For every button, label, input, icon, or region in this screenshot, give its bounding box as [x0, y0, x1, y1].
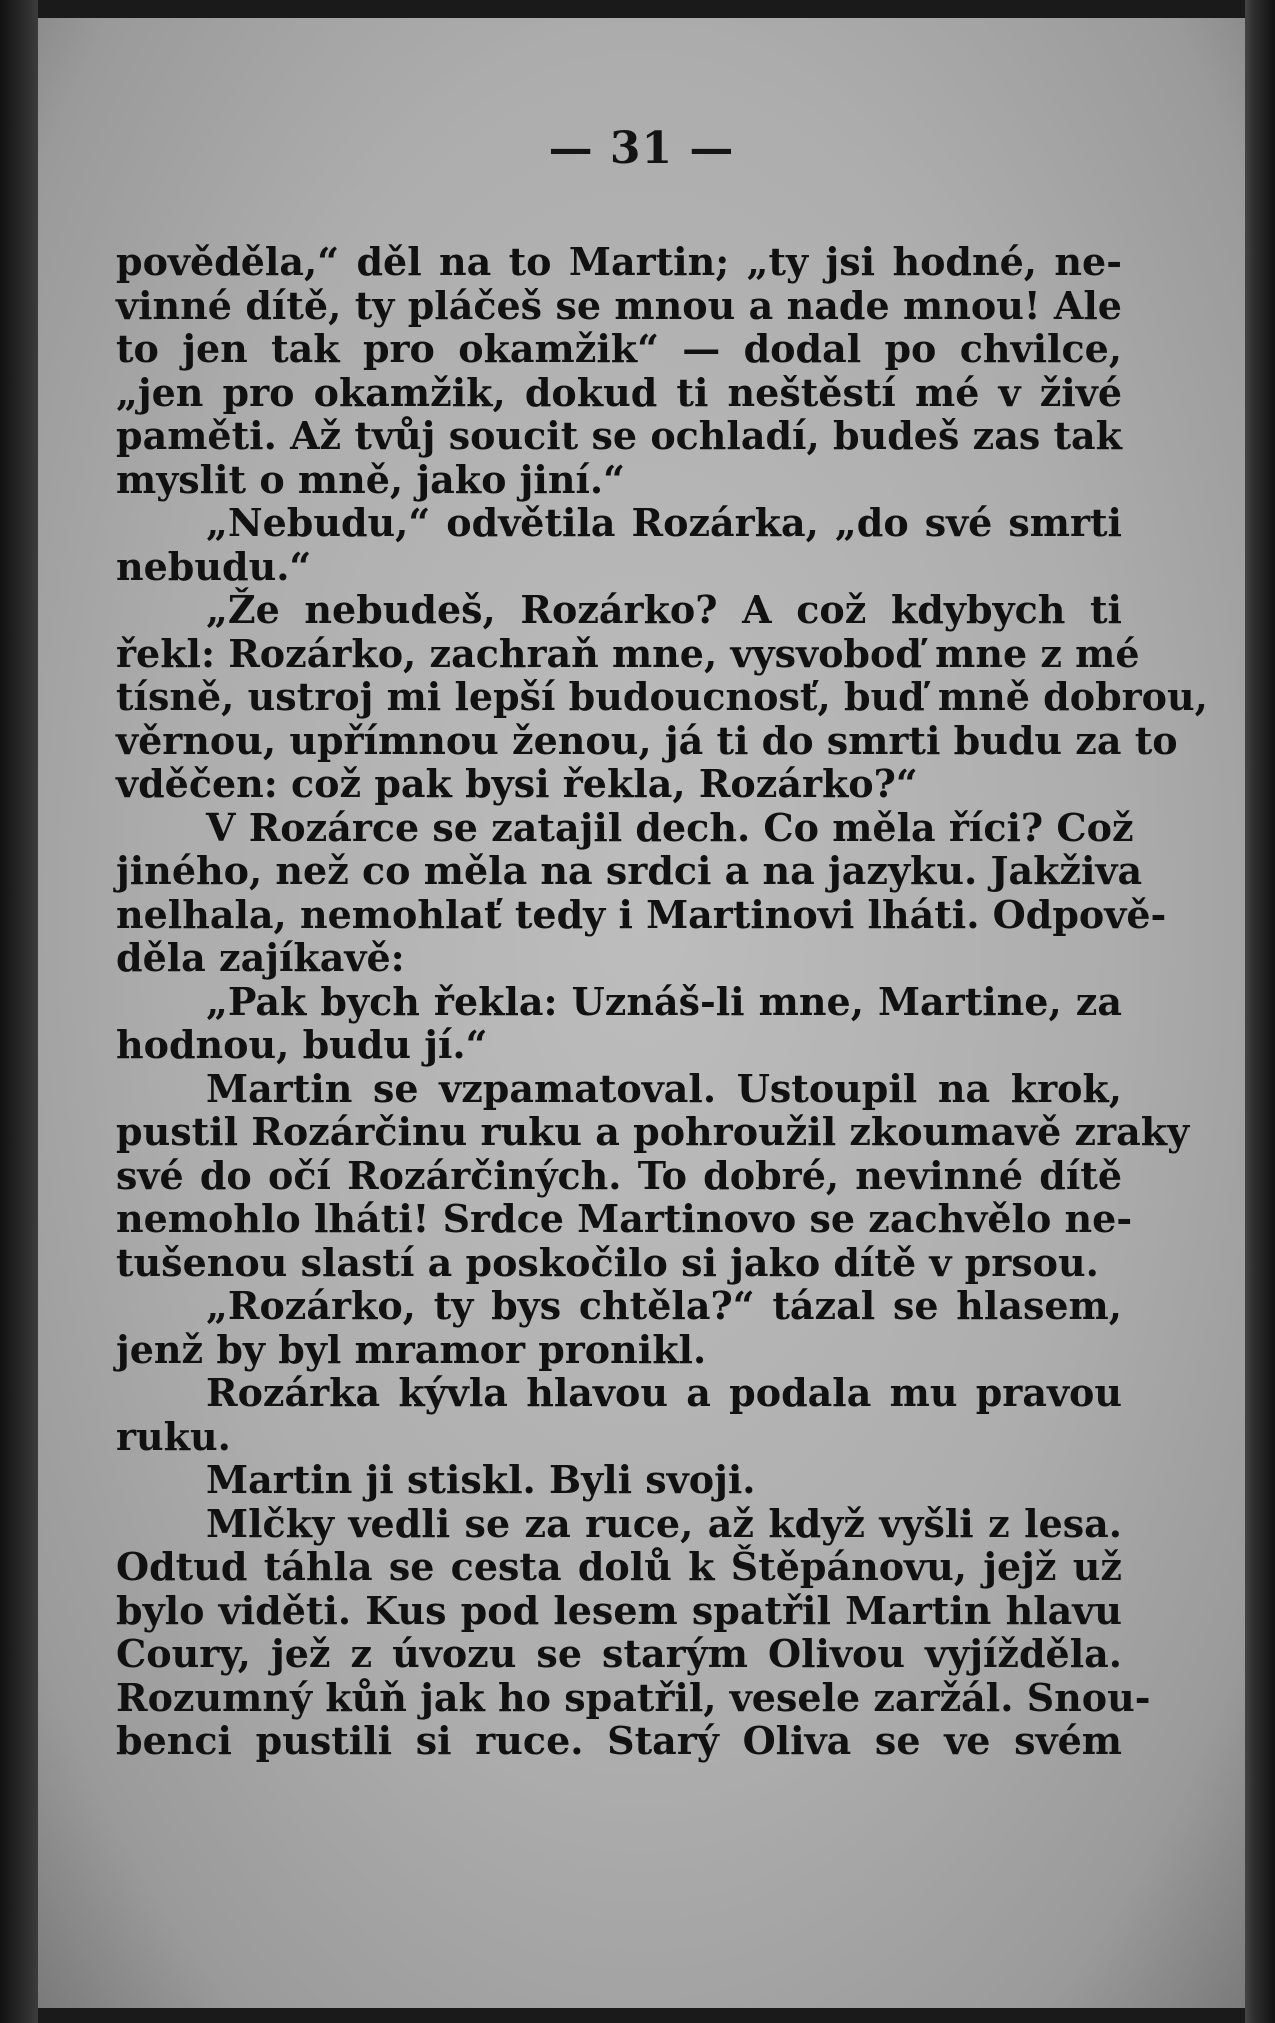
page-number: — 31 —: [548, 123, 735, 174]
text-line: věrnou, upřímnou ženou, já ti do smrti budu za to: [116, 717, 1178, 763]
text-line: vinné dítě, ty pláčeš se mnou a nade mnou! Ale: [116, 282, 1122, 328]
scan-edge-right: [1245, 0, 1275, 2023]
text-line: Rozumný kůň jak ho spatřil, vesele zaržál. Snou-: [116, 1674, 1151, 1720]
text-line: „Že nebudeš, Rozárko? A což kdybych ti: [206, 587, 1122, 632]
text-line: nebudu.“: [116, 543, 312, 589]
text-line: bylo viděti. Kus pod lesem spatřil Martin hlavu: [116, 1587, 1122, 1633]
text-line: pověděla,“ děl na to Martin; „ty jsi hodné, ne-: [116, 239, 1122, 284]
text-line: vděčen: což pak bysi řekla, Rozárko?“: [116, 761, 918, 806]
text-line: „Pak bych řekla: Uznáš-li mne, Martine, za: [206, 978, 1122, 1024]
text-line: jiného, než co měla na srdci a na jazyku. Jakživa: [116, 848, 1143, 893]
book-page: [38, 18, 1245, 2008]
text-line: tušenou slastí a poskočilo si jako dítě v prsou.: [116, 1239, 1099, 1285]
body-text: [116, 239, 1208, 1763]
text-line: Rozárka kývla hlavou a podala mu pravou: [206, 1370, 1122, 1415]
text-line: ruku.: [116, 1413, 231, 1459]
text-line: „Nebudu,“ odvětila Rozárka, „do své smrti: [206, 500, 1122, 545]
text-line: řekl: Rozárko, zachraň mne, vysvoboď mne z mé: [116, 630, 1140, 676]
text-line: hodnou, budu jí.“: [116, 1022, 488, 1067]
text-line: nemohlo lháti! Srdce Martinovo se zachvělo ne-: [116, 1196, 1133, 1241]
text-line: V Rozárce se zatajil dech. Co měla říci? Což: [206, 804, 1134, 850]
text-line: „jen pro okamžik, dokud ti neštěstí mé v živé: [116, 369, 1122, 415]
text-line: jenž by byl mramor pronikl.: [116, 1326, 707, 1372]
text-line: Coury, jež z úvozu se starým Olivou vyjížděla.: [116, 1631, 1122, 1676]
text-line: své do očí Rozárčiných. To dobré, nevinné dítě: [116, 1152, 1122, 1198]
text-line: paměti. Až tvůj soucit se ochladí, budeš zas tak: [116, 413, 1122, 458]
text-line: Martin se vzpamatoval. Ustoupil na krok,: [206, 1065, 1122, 1111]
text-line: Martin ji stiskl. Byli svoji.: [206, 1457, 756, 1502]
text-line: to jen tak pro okamžik“ — dodal po chvilce,: [116, 326, 1122, 371]
text-line: nelhala, nemohlať tedy i Martinovi lháti. Odpově-: [116, 891, 1167, 937]
scan-edge-left: [0, 0, 38, 2023]
text-line: Mlčky vedli se za ruce, až když vyšli z lesa.: [206, 1500, 1122, 1546]
text-line: Odtud táhla se cesta dolů k Štěpánovu, jejž už: [116, 1544, 1122, 1589]
text-line: pustil Rozárčinu ruku a pohroužil zkoumavě zraky: [116, 1109, 1190, 1154]
text-line: benci pustili si ruce. Starý Oliva se ve svém: [116, 1718, 1122, 1763]
text-line: tísně, ustroj mi lepší budoucnosť, buď mně dobrou,: [116, 674, 1208, 719]
text-line: „Rozárko, ty bys chtěla?“ tázal se hlasem,: [206, 1283, 1122, 1328]
text-line: děla zajíkavě:: [116, 935, 405, 980]
text-line: myslit o mně, jako jiní.“: [116, 456, 625, 502]
